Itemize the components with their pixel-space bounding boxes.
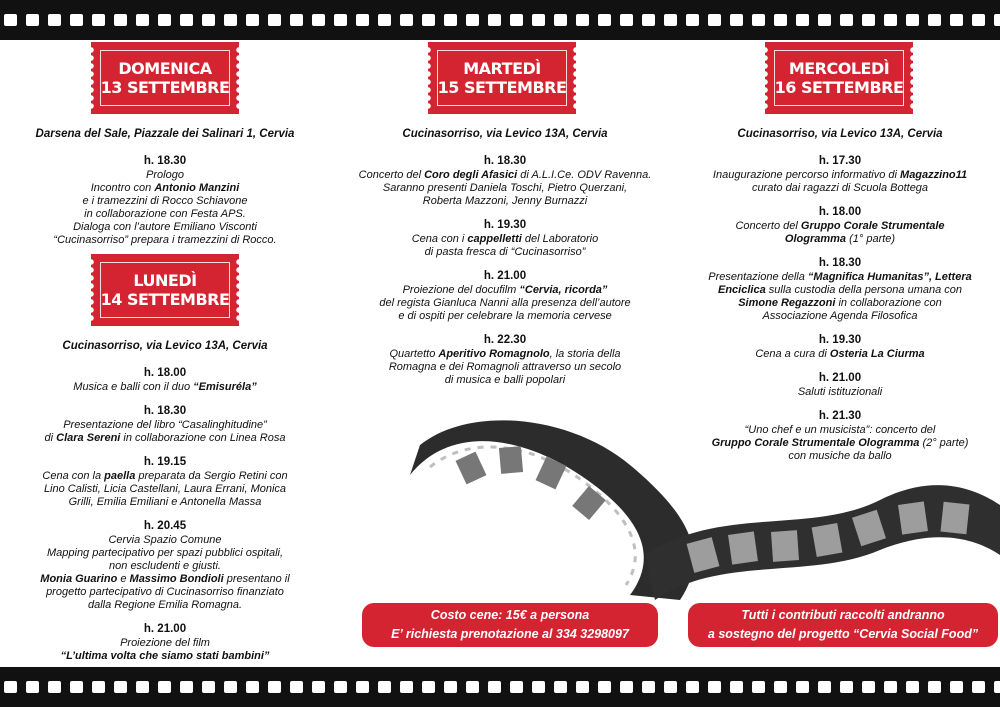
perforation-hole	[664, 14, 677, 26]
event-highlight: Osteria La Ciurma	[829, 348, 925, 360]
perforation-hole	[598, 681, 611, 693]
event-highlight: “Magnifica Humanitas”, Lettera	[807, 271, 972, 283]
event-description-line	[685, 348, 995, 361]
event-text: dalla Regione Emilia Romagna.	[87, 599, 243, 611]
perforation-hole	[796, 14, 809, 26]
event	[20, 623, 310, 663]
perforation-hole	[532, 14, 545, 26]
event-description-line	[685, 271, 995, 284]
note-line: E’ richiesta prenotazione al 334 3298097	[391, 627, 629, 641]
venue: Cucinasorriso, via Levico 13A, Cervia	[402, 128, 608, 140]
perforation-hole	[840, 681, 853, 693]
ticket-date: 13 SETTEMBRE	[100, 78, 230, 97]
event-highlight: Gruppo Corale Strumentale Ologramma	[711, 437, 920, 449]
event-description-line	[355, 284, 655, 297]
perforation-hole	[290, 681, 303, 693]
event-description-line	[20, 534, 310, 547]
event-text: Cervia Spazio Comune	[108, 534, 222, 546]
event-text: non escludenti e giusti.	[109, 560, 221, 572]
perforation-hole	[158, 681, 171, 693]
event-time: h. 21.00	[143, 623, 187, 635]
film-perforations	[0, 681, 1000, 693]
ticket-weekday: MERCOLEDÌ	[788, 59, 890, 78]
event-highlight: Ologramma	[784, 233, 847, 245]
perforation-hole	[466, 14, 479, 26]
note-line: Costo cene: 15€ a persona	[430, 608, 590, 622]
event-text: Quartetto	[389, 348, 439, 360]
perforation-hole	[312, 14, 325, 26]
event-description-line	[20, 560, 310, 573]
venue: Cucinasorriso, via Levico 13A, Cervia	[737, 128, 943, 140]
perforation-hole	[532, 681, 545, 693]
ticket-weekday: DOMENICA	[118, 59, 212, 78]
event-description-line	[685, 182, 995, 195]
event-description-line	[355, 169, 655, 182]
event-highlight: Clara Sereni	[56, 432, 121, 444]
programme-domenica	[20, 128, 310, 258]
event-description-line	[355, 310, 655, 323]
perforation-hole	[444, 14, 457, 26]
event-highlight: paella	[104, 470, 136, 482]
perforation-hole	[950, 681, 963, 693]
perforation-hole	[884, 14, 897, 26]
event	[685, 155, 995, 195]
perforation-hole	[246, 14, 259, 26]
perforation-hole	[180, 681, 193, 693]
perforation-hole	[510, 14, 523, 26]
perforation-hole	[92, 681, 105, 693]
event-description-line	[355, 246, 655, 259]
event-description-line	[685, 310, 995, 323]
event-time: h. 20.45	[143, 520, 187, 532]
perforation-hole	[356, 681, 369, 693]
event-text: Romagna e dei Romagnoli attraverso un secolo	[388, 361, 622, 373]
event-highlight: Antonio Manzini	[154, 182, 240, 194]
event-time: h. 21.00	[483, 270, 527, 282]
event-text: Saluti istituzionali	[797, 386, 883, 398]
perforation-hole	[312, 681, 325, 693]
perforation-hole	[708, 681, 721, 693]
event-text: e i tramezzini di Rocco Schiavone	[82, 195, 248, 207]
perforation-hole	[686, 681, 699, 693]
event	[685, 372, 995, 399]
perforation-hole	[48, 681, 61, 693]
ticket-date: 16 SETTEMBRE	[774, 78, 904, 97]
perforation-hole	[488, 14, 501, 26]
perforation-hole	[928, 14, 941, 26]
perforation-hole	[224, 681, 237, 693]
event-highlight: Massimo Bondioli	[129, 573, 224, 585]
perforation-hole	[686, 14, 699, 26]
perforation-hole	[180, 14, 193, 26]
event-text: (2° parte)	[919, 437, 969, 449]
ticket-mercoledi	[765, 42, 913, 114]
event-description-line	[20, 547, 310, 560]
event-description-line	[20, 419, 310, 432]
event-time: h. 18.30	[143, 155, 187, 167]
event	[20, 405, 310, 445]
perforation-hole	[70, 14, 83, 26]
note-line: Tutti i contributi raccolti andranno	[741, 608, 945, 622]
ticket-domenica	[91, 42, 239, 114]
event-text: Associazione Agenda Filosofica	[762, 310, 918, 322]
event	[20, 520, 310, 612]
event-text: Presentazione del libro “Casalinghitudine”	[63, 419, 267, 431]
perforation-hole	[422, 681, 435, 693]
event-text: con musiche da ballo	[788, 450, 892, 462]
event-description-line	[20, 637, 310, 650]
perforation-hole	[664, 681, 677, 693]
event-time: h. 19.15	[143, 456, 187, 468]
perforation-hole	[92, 14, 105, 26]
event-text: Grilli, Emilia Emiliani e Antonella Massa	[68, 496, 262, 508]
perforation-hole	[576, 14, 589, 26]
event-text: di pasta fresca di “Cucinasorriso”	[424, 246, 586, 258]
perforation-hole	[884, 681, 897, 693]
perforation-hole	[730, 681, 743, 693]
perforation-hole	[136, 681, 149, 693]
perforation-hole	[994, 14, 1000, 26]
perforation-hole	[752, 14, 765, 26]
event-text: Saranno presenti Daniela Toschi, Pietro Querzani,	[382, 182, 628, 194]
event-text: (1° parte)	[846, 233, 896, 245]
event-description-line	[20, 381, 310, 394]
ticket-martedi	[428, 42, 576, 114]
perforation-hole	[620, 681, 633, 693]
event-highlight: “Emisuréla”	[193, 381, 257, 393]
perforation-hole	[356, 14, 369, 26]
perforation-hole	[796, 681, 809, 693]
ticket-date: 14 SETTEMBRE	[100, 290, 230, 309]
perforation-hole	[972, 14, 985, 26]
note-contributi	[688, 603, 998, 647]
perforation-hole	[862, 14, 875, 26]
perforation-hole	[972, 681, 985, 693]
event-highlight: Gruppo Corale Strumentale	[800, 220, 945, 232]
perforation-hole	[598, 14, 611, 26]
perforation-hole	[26, 681, 39, 693]
event-description-line	[685, 220, 995, 233]
event	[20, 155, 310, 247]
event-text: Proiezione del film	[120, 637, 210, 649]
ticket-weekday: LUNEDÌ	[133, 271, 197, 290]
perforation-hole	[334, 14, 347, 26]
event-description-line	[355, 348, 655, 361]
event	[685, 334, 995, 361]
perforation-hole	[928, 681, 941, 693]
perforation-hole	[862, 681, 875, 693]
perforation-hole	[114, 681, 127, 693]
perforation-hole	[202, 681, 215, 693]
event-time: h. 21.30	[818, 410, 862, 422]
event	[355, 219, 655, 259]
perforation-hole	[224, 14, 237, 26]
perforation-hole	[4, 14, 17, 26]
event-text: del regista Gianluca Nanni alla presenza dell’autore	[379, 297, 631, 309]
note-line: a sostegno del progetto “Cervia Social Food”	[707, 627, 979, 641]
event-description-line	[685, 233, 995, 246]
perforation-hole	[136, 14, 149, 26]
event-text: Cena con i	[411, 233, 468, 245]
event-description-line	[20, 586, 310, 599]
event-highlight: cappelletti	[467, 233, 522, 245]
event-description-line	[355, 297, 655, 310]
event-text: Cena con la	[42, 470, 105, 482]
event-highlight: “Cervia, ricorda”	[519, 284, 608, 296]
event-text: in collaborazione con Festa APS.	[84, 208, 246, 220]
film-strip-bottom	[0, 667, 1000, 707]
event-description-line	[20, 195, 310, 208]
event	[355, 334, 655, 387]
event-description-line	[685, 284, 995, 297]
programme-martedi	[355, 128, 655, 398]
event-time: h. 22.30	[483, 334, 527, 346]
event-text: in collaborazione con Linea Rosa	[120, 432, 286, 444]
perforation-hole	[752, 681, 765, 693]
event-description-line	[355, 374, 655, 387]
perforation-hole	[290, 14, 303, 26]
event-text: “Uno chef e un musicista”: concerto del	[744, 424, 936, 436]
event	[20, 456, 310, 509]
event-time: h. 21.00	[818, 372, 862, 384]
venue: Cucinasorriso, via Levico 13A, Cervia	[62, 340, 268, 352]
event-description-line	[355, 182, 655, 195]
event	[685, 206, 995, 246]
perforation-hole	[730, 14, 743, 26]
perforation-hole	[444, 681, 457, 693]
event-description-line	[685, 386, 995, 399]
event-text: sulla custodia della persona umana con	[765, 284, 962, 296]
perforation-hole	[708, 14, 721, 26]
venue: Darsena del Sale, Piazzale dei Salinari 1, Cervia	[35, 128, 295, 140]
event-time: h. 18.30	[483, 155, 527, 167]
event-text: e	[117, 573, 130, 585]
event-description-line	[20, 432, 310, 445]
event-description-line	[355, 195, 655, 208]
event-text: in collaborazione con	[835, 297, 942, 309]
event-highlight: Enciclica	[718, 284, 766, 296]
event-text: progetto partecipativo di Cucinasorriso finanziato	[46, 586, 284, 598]
perforation-hole	[26, 14, 39, 26]
event-description-line	[355, 361, 655, 374]
event-text: , la storia della	[549, 348, 621, 360]
perforation-hole	[774, 14, 787, 26]
event-text: curato dai ragazzi di Scuola Bottega	[751, 182, 929, 194]
perforation-hole	[334, 681, 347, 693]
perforation-hole	[378, 681, 391, 693]
event	[20, 367, 310, 394]
event-time: h. 18.30	[818, 257, 862, 269]
event-text: Incontro con	[90, 182, 155, 194]
perforation-hole	[510, 681, 523, 693]
event-text: di musica e balli popolari	[444, 374, 566, 386]
event-time: h. 17.30	[818, 155, 862, 167]
event-text: del Laboratorio	[521, 233, 599, 245]
perforation-hole	[818, 14, 831, 26]
event-text: Inaugurazione percorso informativo di	[712, 169, 901, 181]
event-text: Musica e balli con il duo	[73, 381, 194, 393]
ticket-date: 15 SETTEMBRE	[437, 78, 567, 97]
perforation-hole	[400, 14, 413, 26]
perforation-hole	[114, 14, 127, 26]
perforation-hole	[840, 14, 853, 26]
event-text: di A.L.I.Ce. ODV Ravenna.	[517, 169, 652, 181]
film-perforations	[0, 14, 1000, 26]
perforation-hole	[554, 681, 567, 693]
ticket-lunedi	[91, 254, 239, 326]
perforation-hole	[466, 681, 479, 693]
event-time: h. 18.30	[143, 405, 187, 417]
event-text: Lino Calisti, Licia Castellani, Laura Errani, Monica	[43, 483, 287, 495]
perforation-hole	[158, 14, 171, 26]
perforation-hole	[774, 681, 787, 693]
event-highlight: Coro degli Afasici	[424, 169, 518, 181]
perforation-hole	[620, 14, 633, 26]
perforation-hole	[4, 681, 17, 693]
event-description-line	[685, 297, 995, 310]
perforation-hole	[554, 14, 567, 26]
perforation-hole	[906, 14, 919, 26]
event-text: Concerto del	[358, 169, 425, 181]
programme-lunedi	[20, 340, 310, 674]
event-description-line	[20, 234, 310, 247]
event-text: “Cucinasorriso” prepara i tramezzini di Rocco.	[53, 234, 277, 246]
event-text: Prologo	[146, 169, 184, 181]
event	[685, 257, 995, 323]
perforation-hole	[818, 681, 831, 693]
event	[355, 155, 655, 208]
event-time: h. 19.30	[483, 219, 527, 231]
event-description-line	[355, 233, 655, 246]
perforation-hole	[70, 681, 83, 693]
event-text: Dialoga con l’autore Emiliano Visconti	[73, 221, 257, 233]
event-text: preparata da Sergio Retini con	[135, 470, 288, 482]
perforation-hole	[378, 14, 391, 26]
perforation-hole	[268, 681, 281, 693]
perforation-hole	[246, 681, 259, 693]
event-description-line	[20, 208, 310, 221]
event-highlight: Magazzino11	[900, 169, 968, 181]
event-text: Mapping partecipativo per spazi pubblici ospitali,	[46, 547, 284, 559]
perforation-hole	[400, 681, 413, 693]
event-description-line	[20, 650, 310, 663]
event-text: Proiezione del docufilm	[402, 284, 520, 296]
perforation-hole	[488, 681, 501, 693]
event-highlight: Aperitivo Romagnolo	[438, 348, 550, 360]
perforation-hole	[950, 14, 963, 26]
perforation-hole	[906, 681, 919, 693]
event-time: h. 18.00	[143, 367, 187, 379]
event-highlight: Monia Guarino	[40, 573, 118, 585]
note-costo-cene	[362, 603, 658, 647]
perforation-hole	[202, 14, 215, 26]
event-text: Roberta Mazzoni, Jenny Burnazzi	[422, 195, 588, 207]
perforation-hole	[48, 14, 61, 26]
event-text: presentano il	[223, 573, 290, 585]
event-highlight: “L’ultima volta che siamo stati bambini”	[60, 650, 270, 662]
perforation-hole	[576, 681, 589, 693]
event-text: Presentazione della	[708, 271, 808, 283]
event-highlight: Simone Regazzoni	[738, 297, 836, 309]
event-time: h. 18.00	[818, 206, 862, 218]
perforation-hole	[642, 14, 655, 26]
event-description-line	[20, 470, 310, 483]
event-description-line	[20, 483, 310, 496]
event-description-line	[20, 496, 310, 509]
event-description-line	[20, 573, 310, 586]
film-strip-top	[0, 0, 1000, 40]
event	[355, 270, 655, 323]
film-reel-illustration	[390, 405, 1000, 605]
event-description-line	[20, 221, 310, 234]
perforation-hole	[642, 681, 655, 693]
event-time: h. 19.30	[818, 334, 862, 346]
event-text: Concerto del	[735, 220, 801, 232]
event-text: Cena a cura di	[755, 348, 830, 360]
event-description-line	[20, 169, 310, 182]
perforation-hole	[994, 681, 1000, 693]
event-description-line	[20, 599, 310, 612]
event-text: e di ospiti per celebrare la memoria cervese	[398, 310, 612, 322]
perforation-hole	[422, 14, 435, 26]
event-text: di	[44, 432, 57, 444]
perforation-hole	[268, 14, 281, 26]
event-description-line	[685, 169, 995, 182]
ticket-weekday: MARTEDÌ	[463, 59, 541, 78]
event-description-line	[20, 182, 310, 195]
